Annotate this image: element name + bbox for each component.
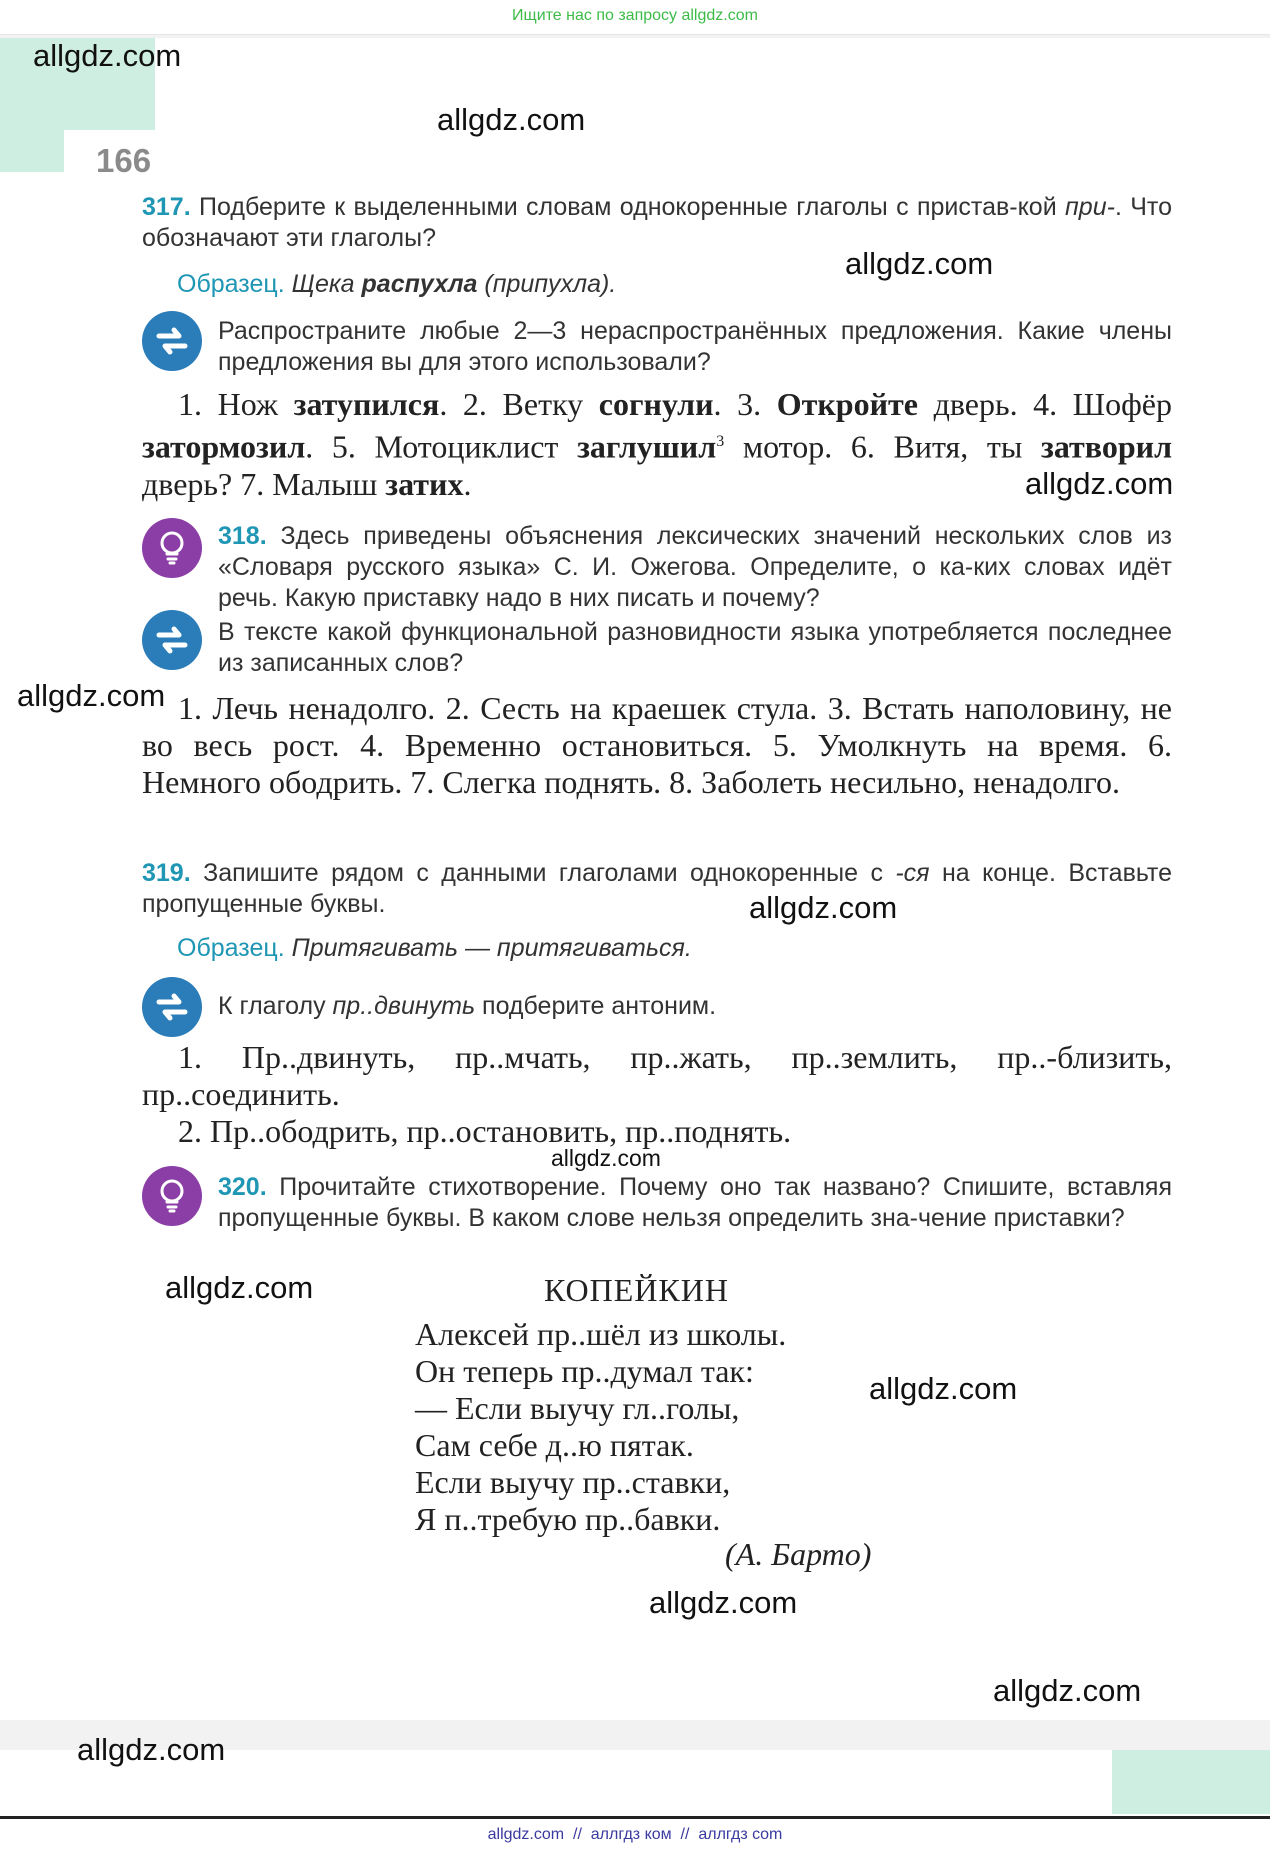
task-number: 317. (142, 193, 191, 221)
watermark: allgdz.com (77, 1732, 226, 1767)
task-318-review: В тексте какой функциональной разновидности языка употребляется последнее из записанных слов? (218, 618, 1172, 677)
task-number: 319. (142, 859, 191, 887)
poem (415, 1316, 786, 1538)
watermark: allgdz.com (33, 38, 182, 73)
task-320-text: 320. Прочитайте стихотворение. Почему оно так названо? Спишите, вставляя пропущенные буквы. В каком слове нельзя определить зна-чение приставки? (218, 1173, 1173, 1232)
task-317-sample: Образец. Щека распухла (припухла). (177, 270, 617, 298)
footer-links[interactable]: allgdz.com // аллгдз ком // аллгдз com (487, 1826, 783, 1843)
watermark: allgdz.com (993, 1673, 1142, 1708)
watermark: allgdz.com (551, 1145, 661, 1171)
task-319-exercise-1: 1. Пр..двинуть, пр..мчать, пр..жать, пр..землить, пр..-близить, пр..соединить. (142, 1039, 1172, 1112)
page-number: 166 (96, 142, 152, 179)
watermark: allgdz.com (437, 102, 586, 137)
task-number: 318. (218, 522, 267, 550)
poem-line: — Если выучу гл..голы, (415, 1390, 740, 1426)
poem-author: (А. Барто) (725, 1536, 872, 1572)
task-319-text: 319. Запишите рядом с данными глаголами однокоренные с -ся на конце. Вставьте пропущенные буквы. (142, 859, 1172, 918)
watermark: allgdz.com (869, 1371, 1018, 1406)
lightbulb-icon (142, 518, 202, 578)
search-hint[interactable]: Ищите нас по запросу allgdz.com (512, 7, 758, 24)
corner-decoration (1112, 1750, 1270, 1814)
task-317-text: 317. Подберите к выделенными словам однокоренные глаголы с пристав-кой при-. Что обозначают эти глаголы? (142, 193, 1172, 252)
poem-line: Я п..требую пр..бавки. (415, 1501, 721, 1537)
watermark: allgdz.com (845, 246, 994, 281)
refresh-arrows-icon (142, 311, 202, 371)
poem-line: Если выучу пр..ставки, (415, 1464, 731, 1500)
watermark: allgdz.com (649, 1585, 798, 1620)
task-319-review: К глаголу пр..двинуть подберите антоним. (218, 992, 717, 1020)
poem-line: Он теперь пр..думал так: (415, 1353, 754, 1389)
watermark: allgdz.com (749, 890, 898, 925)
watermark: allgdz.com (165, 1270, 314, 1305)
refresh-arrows-icon (142, 977, 202, 1037)
poem-line: Сам себе д..ю пятак. (415, 1427, 694, 1463)
watermark: allgdz.com (1025, 466, 1174, 501)
task-319-sample: Образец. Притягивать — притягиваться. (177, 934, 692, 962)
task-318-text: 318. Здесь приведены объяснения лексических значений нескольких слов из «Словаря русского языка» С. И. Ожегова. Определите, о ка-ких словах идёт речь. Какую приставку надо в них писать и почему? (218, 522, 1172, 612)
task-319-exercise-2: 2. Пр..ободрить, пр..остановить, пр..поднять. (178, 1113, 792, 1149)
task-number: 320. (218, 1173, 267, 1201)
refresh-arrows-icon (142, 610, 202, 670)
poem-line: Алексей пр..шёл из школы. (415, 1316, 787, 1352)
lightbulb-icon (142, 1166, 202, 1226)
poem-title: КОПЕЙКИН (544, 1272, 729, 1308)
task-318-exercise: 1. Лечь ненадолго. 2. Сесть на краешек стула. 3. Встать наполовину, не во весь рост. 4. Временно остановиться. 5. Умолкнуть на время. 6. Немного ободрить. 7. Слегка поднять. 8. Заболеть несильно, ненадолго. (142, 690, 1172, 800)
task-317-review: Распространите любые 2—3 нераспространённых предложения. Какие члены предложения вы для этого использовали? (218, 317, 1172, 376)
corner-decoration (0, 130, 64, 172)
watermark: allgdz.com (17, 678, 166, 713)
task-317-exercise: 1. Нож затупился. 2. Ветку согнули. 3. Откройте дверь. 4. Шофёр затормозил. 5. Мотоциклист заглушил$^3$ мотор. 6. Витя, ты затворил дверь? 7. Малыш затих. (142, 386, 1173, 502)
